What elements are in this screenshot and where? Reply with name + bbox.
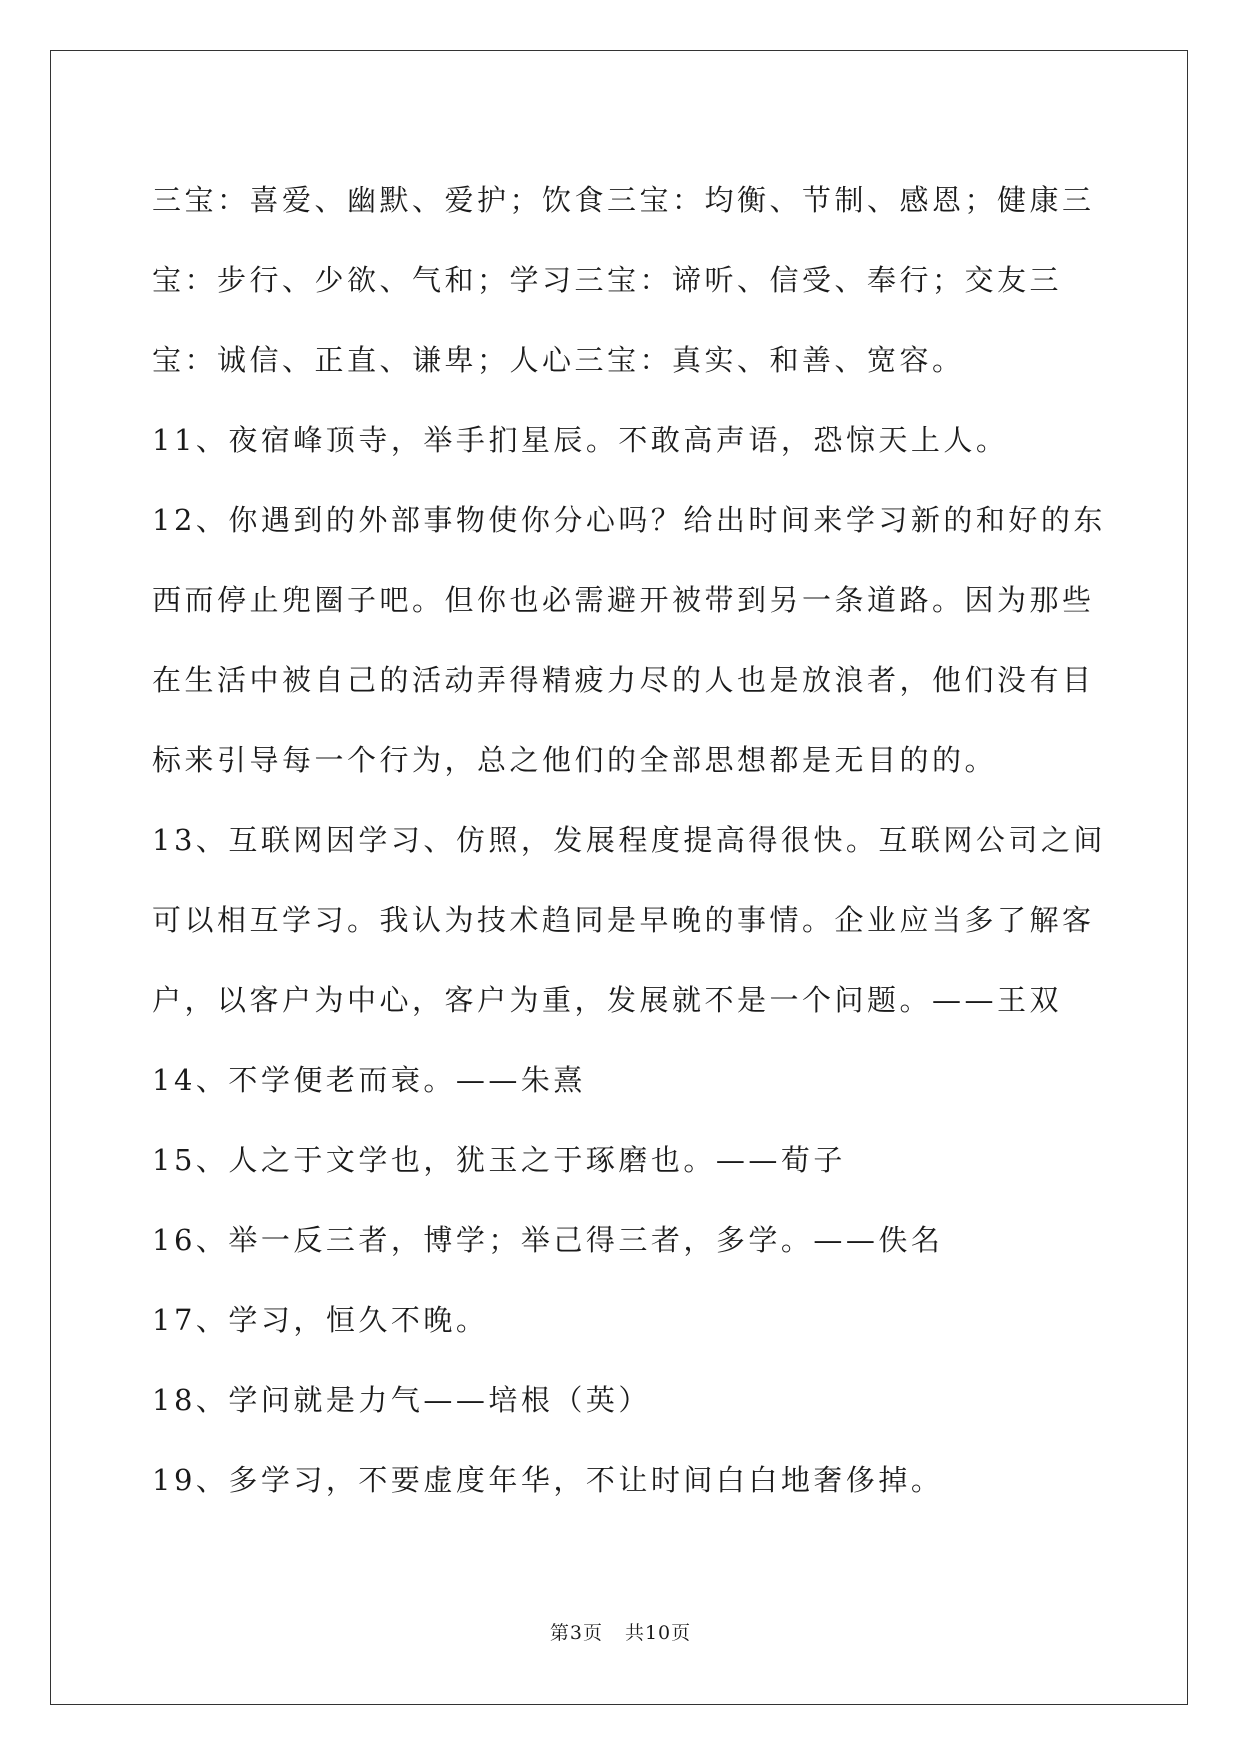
paragraph-11: 11、夜宿峰顶寺，举手扪星辰。不敢高声语，恐惊天上人。 xyxy=(152,423,1009,457)
paragraph-15: 15、人之于文学也，犹玉之于琢磨也。——荀子 xyxy=(152,1143,846,1177)
page-number: 第3页 xyxy=(549,1622,603,1644)
paragraph-12: 12、你遇到的外部事物使你分心吗？给出时间来学习新的和好的东西而停止兜圈子吧。但你也必需避开被带到另一条道路。因为那些在生活中被自己的活动弄得精疲力尽的人也是放浪者，他们没有目标来引导每一个行为，总之他们的全部思想都是无目的的。 xyxy=(152,503,1106,777)
paragraph-19: 19、多学习，不要虚度年华，不让时间白白地奢侈掉。 xyxy=(152,1463,944,1497)
paragraph-13: 13、互联网因学习、仿照，发展程度提高得很快。互联网公司之间可以相互学习。我认为技术趋同是早晚的事情。企业应当多了解客户，以客户为中心，客户为重，发展就不是一个问题。——王双 xyxy=(152,823,1106,1017)
page-total: 共10页 xyxy=(624,1622,692,1644)
document-body xyxy=(152,160,1112,1520)
paragraph-17: 17、学习，恒久不晚。 xyxy=(152,1303,489,1337)
paragraph-18: 18、学问就是力气——培根（英） xyxy=(152,1383,651,1417)
paragraph-continued: 三宝：喜爱、幽默、爱护；饮食三宝：均衡、节制、感恩；健康三宝：步行、少欲、气和；学习三宝：谛听、信受、奉行；交友三宝：诚信、正直、谦卑；人心三宝：真实、和善、宽容。 xyxy=(152,183,1095,377)
page-footer xyxy=(0,1618,1241,1645)
paragraph-16: 16、举一反三者，博学；举己得三者，多学。——佚名 xyxy=(152,1223,944,1257)
paragraph-14: 14、不学便老而衰。——朱熹 xyxy=(152,1063,586,1097)
